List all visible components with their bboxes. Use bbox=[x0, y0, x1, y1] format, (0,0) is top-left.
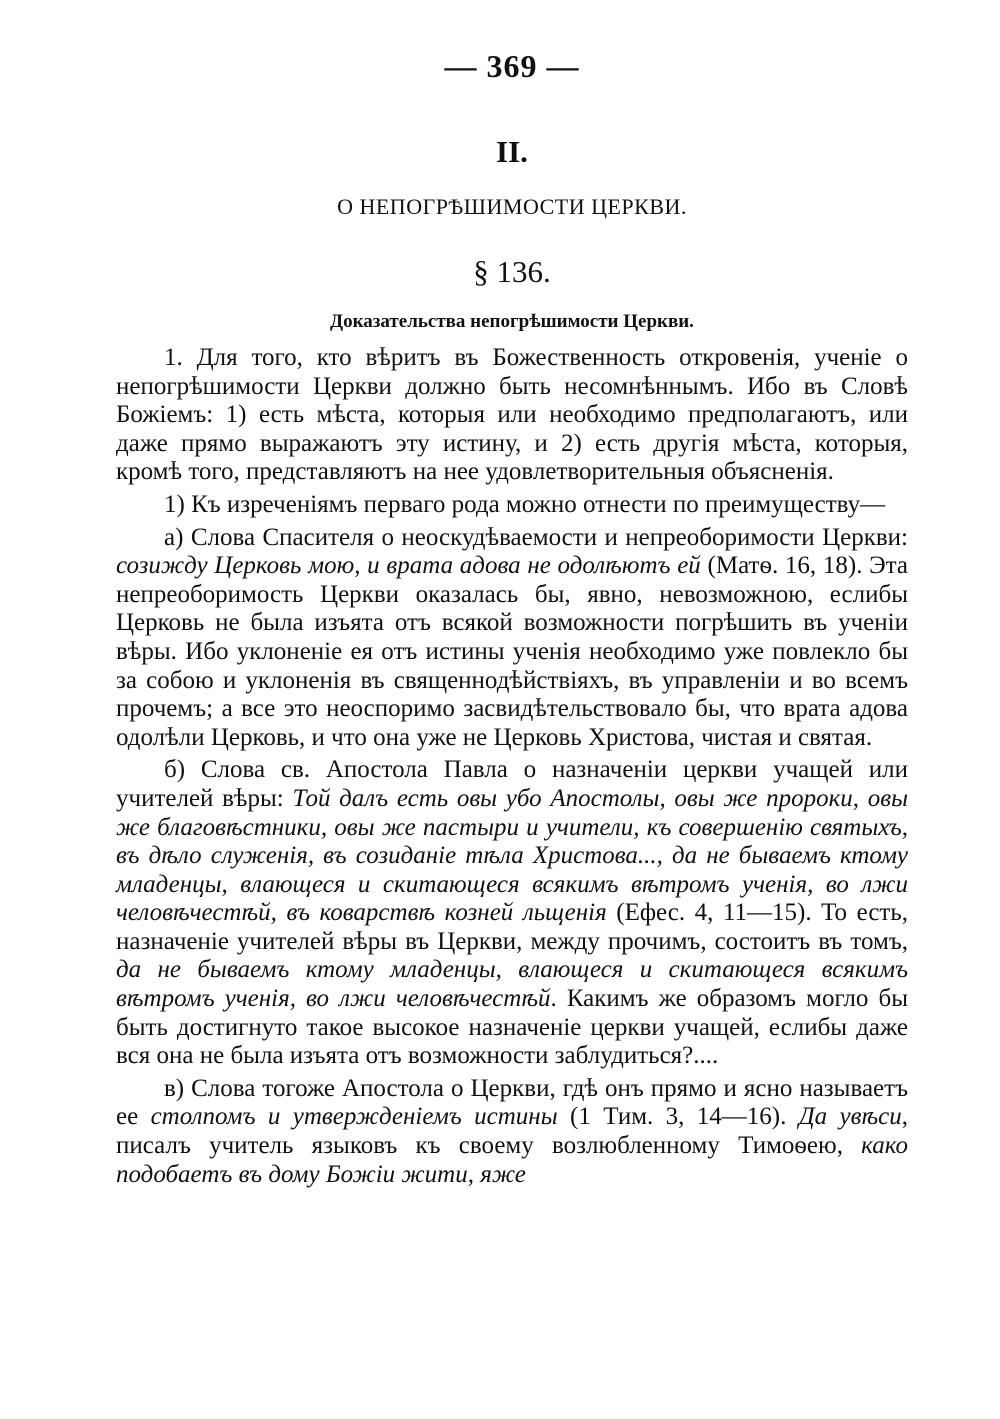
italic-quote: како подобаетъ въ дому Божіи жити, яже bbox=[116, 1132, 908, 1188]
text-run: (1 Тим. 3, 14—16). bbox=[557, 1103, 799, 1131]
text-run: , писалъ учитель языковъ къ своему возлюбленному Тимоѳею, bbox=[116, 1103, 908, 1160]
italic-quote: Да увѣси bbox=[798, 1103, 902, 1131]
text-run: б) Слова св. Апостола Павла о назначеніи церкви учащей или учителей вѣры: bbox=[116, 756, 908, 812]
italic-quote: созижду Церковь мою, и врата адова не одолѣютъ ей bbox=[116, 552, 701, 580]
paragraph-point-a bbox=[116, 524, 908, 753]
text-run: в) Слова тогоже Апостола о Церкви, гдѣ онъ прямо и ясно называетъ ее bbox=[116, 1074, 908, 1131]
text-run: (Ефес. 4, 11—15). То есть, назначеніе учителей вѣры въ Церкви, между прочимъ, состоитъ въ томъ, bbox=[116, 899, 908, 955]
paragraph-first-kind bbox=[116, 491, 908, 520]
text-run: 1. Для того, кто вѣритъ въ Божественность откровенія, ученіе о непогрѣшимости Церкви должно быть несомнѣннымъ. Ибо въ Словѣ Божіемъ: 1) есть мѣста, которыя или необходимо предполагаютъ, или даже прямо выражаютъ эту истину, и 2) есть другія мѣста, которыя, кромѣ того, представляютъ на нее удовлетворительныя объясненія. bbox=[116, 344, 908, 486]
page-number: — 369 — bbox=[444, 48, 580, 84]
italic-quote: Той далъ есть овы убо Апостолы, овы же пророки, овы же благовѣстники, овы же пастыри и учители, къ совершенію святыхъ, въ дѣло служенія, въ созиданіе тѣла Христова..., да не бываемъ ктому младенцы, влающеся и скитающеся всякимъ вѣтромъ ученія, во лжи человѣчестѣй, въ коварствѣ козней льщенія bbox=[116, 784, 909, 927]
chapter-number: II. bbox=[496, 134, 528, 169]
section-mark: § 136. bbox=[473, 254, 551, 289]
chapter-title: О НЕПОГРѢШИМОСТИ ЦЕРКВИ. bbox=[337, 194, 687, 219]
paragraph-point-c bbox=[116, 1075, 908, 1189]
body-text bbox=[116, 344, 908, 1189]
paragraph-point-b bbox=[116, 756, 908, 1071]
italic-quote: столпомъ и утвержденіемъ истины bbox=[150, 1103, 558, 1131]
text-run: (Матѳ. 16, 18). Эта непреоборимость Церкви оказалась бы, явно, невозможною, еслибы Церковь не была изъята отъ всякой возможности погрѣшить въ ученіи вѣры. Ибо уклоненіе ея отъ истины ученія необходимо уже повлекло бы за собою и уклоненія въ священнодѣйствіяхъ, въ управленіи и во всемъ прочемъ; а все это неоспоримо засвидѣтельствовало бы, что врата адова одолѣли Церковь, и что она уже не Церковь Христова, чистая и святая. bbox=[116, 552, 908, 751]
text-run: 1) Къ изреченіямъ перваго рода можно отнести по преимуществу— bbox=[164, 490, 886, 518]
paragraph-intro bbox=[116, 344, 908, 487]
text-run: . Какимъ же образомъ могло бы быть достигнуто такое высокое назначеніе церкви учащей, еслибы даже вся она не была изъята отъ возможности заблудиться?.... bbox=[116, 985, 908, 1070]
section-title: Доказательства непогрѣшимости Церкви. bbox=[330, 311, 694, 332]
italic-quote: да не бываемъ ктому младенцы, влающеся и скитающеся всякимъ вѣтромъ ученія, во лжи человѣчестѣй bbox=[116, 956, 908, 1013]
text-run: а) Слова Спасителя о неоскудѣваемости и непреоборимости Церкви: bbox=[164, 523, 908, 551]
